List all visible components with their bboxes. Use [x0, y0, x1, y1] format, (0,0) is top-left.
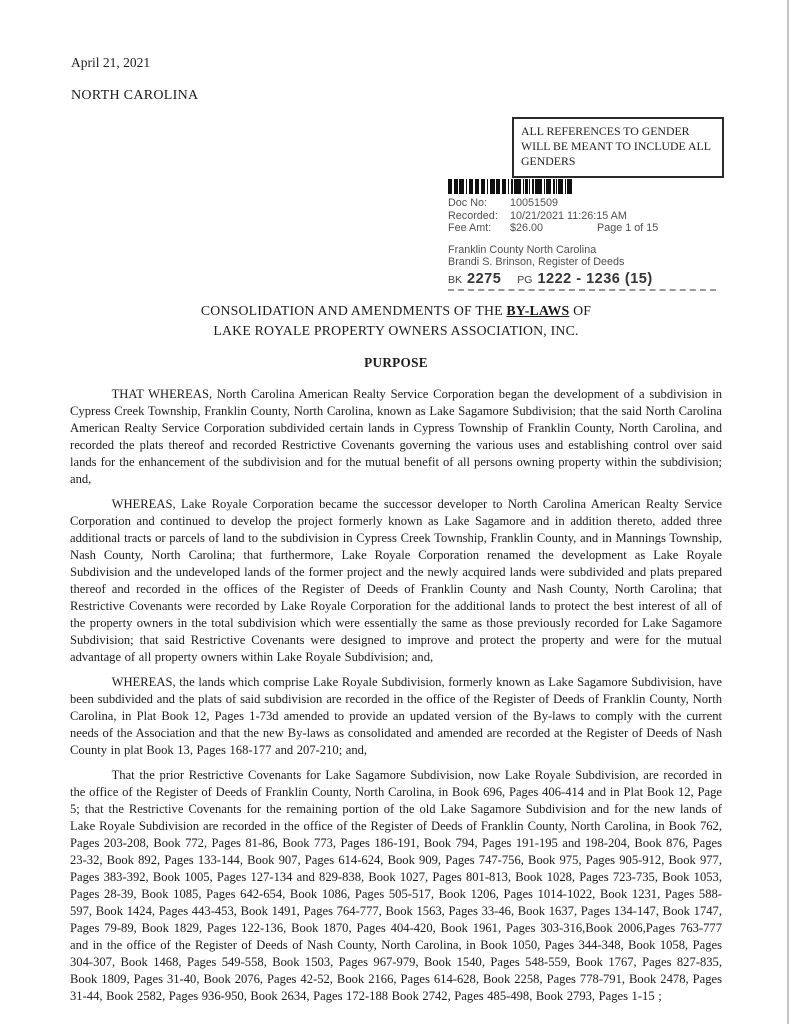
doc-no-label: Doc No:: [448, 197, 488, 209]
document-body: [70, 301, 722, 1013]
document-title: [70, 301, 722, 341]
purpose-heading: PURPOSE: [364, 355, 428, 370]
stamp-underline: [448, 289, 716, 291]
fee-row: [448, 222, 738, 235]
page-count: Page 1 of 15: [597, 222, 659, 234]
state-heading: NORTH CAROLINA: [71, 88, 199, 103]
fee-value: $26.00: [510, 222, 544, 234]
title-line1-post: OF: [569, 303, 592, 318]
bk-value: 2275: [467, 270, 502, 287]
title-line2: LAKE ROYALE PROPERTY OWNERS ASSOCIATION, INC.: [213, 323, 579, 338]
bk-label: BK: [448, 273, 463, 286]
recorded-row: [448, 210, 738, 223]
county-line: Franklin County North Carolina: [448, 243, 597, 256]
paragraph-whereas-1: THAT WHEREAS, North Carolina American Realty Service Corporation began the development of a subdivision in Cypress Creek Township, Franklin County, North Carolina, known as Lake Sagamore Subdivision; that the said North Carolina American Realty Service Corporation subdivided certain lands in Cypress Township of Franklin County, North Carolina, and recorded the plats thereof and recorded Restrictive Covenants governing the various uses and establishing control over said lands for the enhancement of the subdivision and for the mutual benefit of all persons owning property within the subdivision; and,: [70, 387, 722, 486]
recorded-label: Recorded:: [448, 209, 498, 222]
scan-edge-artifact: [787, 0, 789, 1024]
document-date: April 21, 2021: [71, 55, 151, 70]
barcode: [448, 179, 574, 194]
gender-notice-box: [512, 117, 724, 178]
pg-value: 1222 - 1236 (15): [537, 270, 653, 287]
paragraph-whereas-3: WHEREAS, the lands which comprise Lake Royale Subdivision, formerly known as Lake Sagamore Subdivision, have been subdivided and the plats of said subdivision are recorded in the office of the Register of Deeds of Franklin County, North Carolina, in Plat Book 12, Pages 1-73d amended to provide an updated version of the By-laws to comply with the current needs of the Association and that the new By-laws as consolidated and amended are recorded at the Register of Deeds of Nash County in plat Book 13, Pages 168-177 and 207-210; and,: [70, 675, 722, 757]
paragraph-covenants-books: That the prior Restrictive Covenants for Lake Sagamore Subdivision, now Lake Royale Subdivision, are recorded in the office of the Register of Deeds of Franklin County, North Carolina, in Book 696, Pages 406-414 and in Plat Book 12, Page 5; that the Restrictive Covenants for the remaining portion of the old Lake Sagamore Subdivision and for the new lands of Lake Royale Subdivision are recorded in the office of the Register of Deeds of Franklin County, North Carolina, in Book 762, Pages 203-208, Book 772, Pages 81-86, Book 773, Pages 186-191, Book 794, Pages 191-195 and 198-204, Book 876, Pages 23-32, Book 892, Pages 133-144, Book 907, Pages 614-624, Book 909, Pages 747-756, Book 975, Pages 905-912, Book 977, Pages 383-392, Book 1005, Pages 127-134 and 829-838, Book 1027, Pages 801-813, Book 1028, Pages 723-735, Book 1053, Pages 28-39, Book 1085, Pages 642-654, Book 1086, Pages 505-517, Book 1206, Pages 1014-1022, Book 1231, Pages 588-597, Book 1424, Pages 443-453, Book 1491, Pages 764-777, Book 1563, Pages 33-46, Book 1637, Pages 134-147, Book 1747, Pages 79-89, Book 1829, Pages 122-136, Book 1870, Pages 404-420, Book 1961, Pages 303-316,Book 2006,Pages 763-777 and in the office of the Register of Deeds of Nash County, North Carolina, in Book 1050, Pages 344-348, Book 1058, Pages 304-307, Book 1468, Pages 549-558, Book 1503, Pages 967-979, Book 1540, Pages 548-559, Book 1767, Pages 827-835, Book 1809, Pages 31-40, Book 2076, Pages 42-52, Book 2166, Pages 614-628, Book 2258, Pages 778-791, Book 2478, Pages 31-44, Book 2582, Pages 936-950, Book 2634, Pages 172-188 Book 2742, Pages 485-498, Book 2793, Pages 1-15 ;: [70, 768, 722, 1003]
gender-notice-text: ALL REFERENCES TO GENDER WILL BE MEANT TO INCLUDE ALL GENDERS: [521, 124, 711, 168]
fee-label: Fee Amt:: [448, 222, 492, 234]
doc-no-row: [448, 197, 738, 210]
doc-no-value: 10051509: [510, 197, 559, 209]
register-line: Brandi S. Brinson, Register of Deeds: [448, 256, 625, 268]
title-bylaws-emphasis: BY-LAWS: [506, 303, 570, 318]
recording-stamp: [448, 179, 738, 291]
paragraph-whereas-2: WHEREAS, Lake Royale Corporation became the successor developer to North Carolina American Realty Service Corporation and continued to develop the project formerly known as Lake Sagamore and in addition thereto, added three additional tracts or parcels of land to the subdivision in Cypress Creek Township, Franklin County, and in Mannings Township, Nash County, North Carolina; that furthermore, Lake Royale Corporation renamed the development as Lake Royale Subdivision and the undeveloped lands of the former project and the newly acquired lands were subdivided and plats prepared thereof and recorded in the offices of the Register of Deeds of Franklin County and Nash County, North Carolina; that Restrictive Covenants were recorded by Lake Royale Corporation for the additional lands to protect the best interest of all of the property owners in the total subdivision which were essentially the same as those previously recorded for Lake Sagamore Subdivision; that said Restrictive Covenants were designed to improve and protect the property and were for the mutual advantage of all property owners within Lake Royale Subdivision; and,: [70, 497, 722, 664]
title-line1-pre: CONSOLIDATION AND AMENDMENTS OF THE: [200, 303, 507, 318]
pg-label: PG: [517, 273, 533, 286]
book-page-row: [448, 270, 738, 287]
recorded-value: 10/21/2021 11:26:15 AM: [510, 209, 627, 222]
